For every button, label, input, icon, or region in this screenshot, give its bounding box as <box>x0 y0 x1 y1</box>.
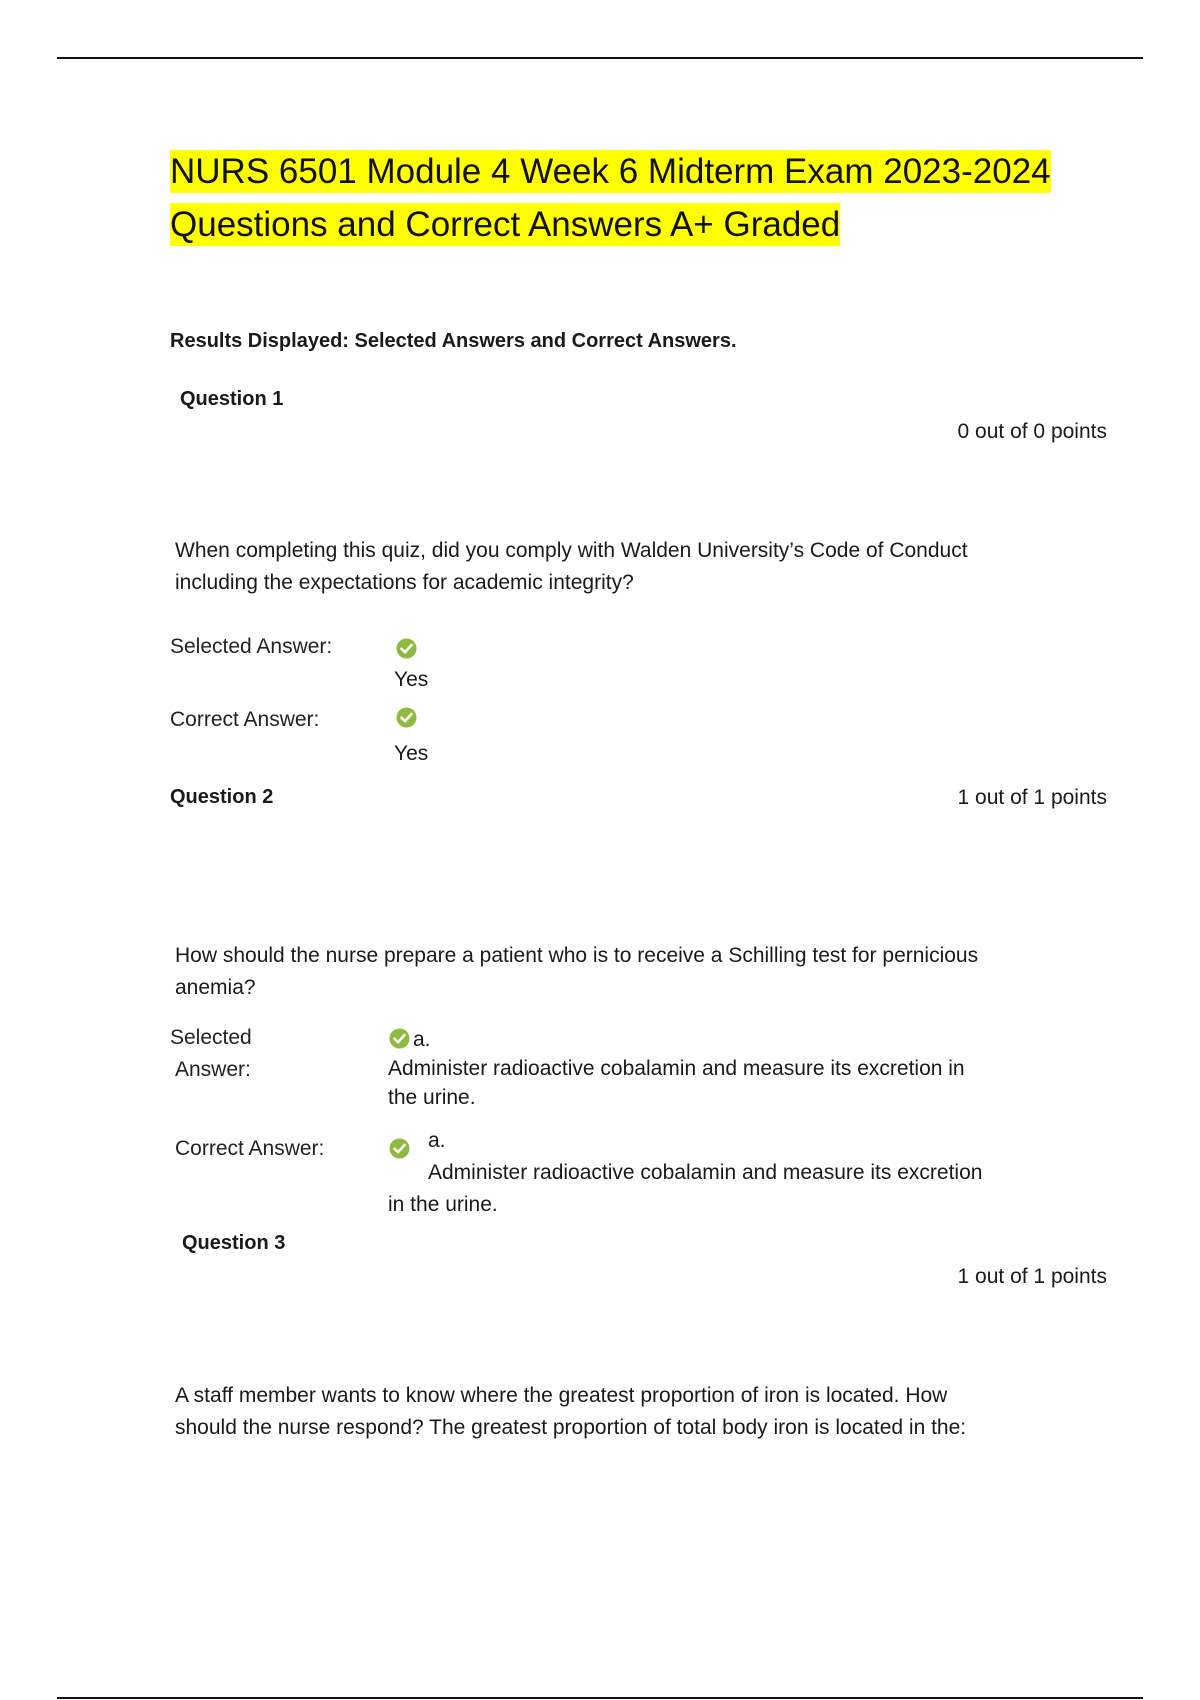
check-circle-icon <box>389 1028 410 1049</box>
q2-selected-letter: a. <box>413 1028 431 1051</box>
question-3-points: 1 out of 1 points <box>957 1265 1107 1288</box>
question-3-text-line-2: should the nurse respond? The greatest proportion of total body iron is located in the: <box>175 1416 967 1439</box>
question-3-label: Question 3 <box>182 1232 286 1254</box>
q2-selected-answer-value <box>388 1054 1048 1112</box>
results-heading: Results Displayed: Selected Answers and Correct Answers. <box>170 330 737 352</box>
question-1-text <box>175 535 1055 599</box>
question-2-label: Question 2 <box>170 786 274 808</box>
title-line-2: Questions and Correct Answers A+ Graded <box>170 205 841 244</box>
question-3-text <box>175 1380 1075 1444</box>
question-2-points: 1 out of 1 points <box>957 786 1107 809</box>
check-circle-icon <box>396 707 417 728</box>
question-2-text-line-2: anemia? <box>175 976 256 999</box>
question-1-text-line-1: When completing this quiz, did you comply with Walden University’s Code of Conduct <box>175 539 968 562</box>
q1-selected-answer-label: Selected Answer: <box>170 635 333 658</box>
q1-selected-answer-value: Yes <box>394 668 429 691</box>
q1-correct-answer-label: Correct Answer: <box>170 708 320 731</box>
q2-selected-line-1: Administer radioactive cobalamin and measure its excretion in <box>388 1057 965 1080</box>
q2-selected-label-line-2: Answer: <box>175 1058 251 1081</box>
q2-selected-line-2: the urine. <box>388 1086 476 1109</box>
q2-correct-line-2: in the urine. <box>388 1193 498 1216</box>
question-3-text-line-1: A staff member wants to know where the greatest proportion of iron is located. How <box>175 1384 948 1407</box>
page-title <box>170 145 1130 251</box>
q1-correct-answer-value: Yes <box>394 742 429 765</box>
question-2-text-line-1: How should the nurse prepare a patient who is to receive a Schilling test for pernicious <box>175 944 979 967</box>
question-1-text-line-2: including the expectations for academic integrity? <box>175 571 634 594</box>
q2-correct-letter: a. <box>428 1129 446 1152</box>
check-circle-icon <box>389 1138 410 1159</box>
question-1-label: Question 1 <box>180 388 284 410</box>
title-line-1: NURS 6501 Module 4 Week 6 Midterm Exam 2023-2024 <box>170 152 1051 191</box>
check-circle-icon <box>396 638 417 659</box>
question-1-points: 0 out of 0 points <box>957 420 1107 443</box>
q2-correct-answer-label: Correct Answer: <box>175 1137 325 1160</box>
q2-correct-line-1: Administer radioactive cobalamin and measure its excretion <box>428 1161 983 1184</box>
bottom-divider <box>57 1697 1143 1699</box>
q2-selected-label-line-1: Selected <box>170 1026 252 1049</box>
question-2-text <box>175 940 1055 1004</box>
top-divider <box>57 57 1143 59</box>
